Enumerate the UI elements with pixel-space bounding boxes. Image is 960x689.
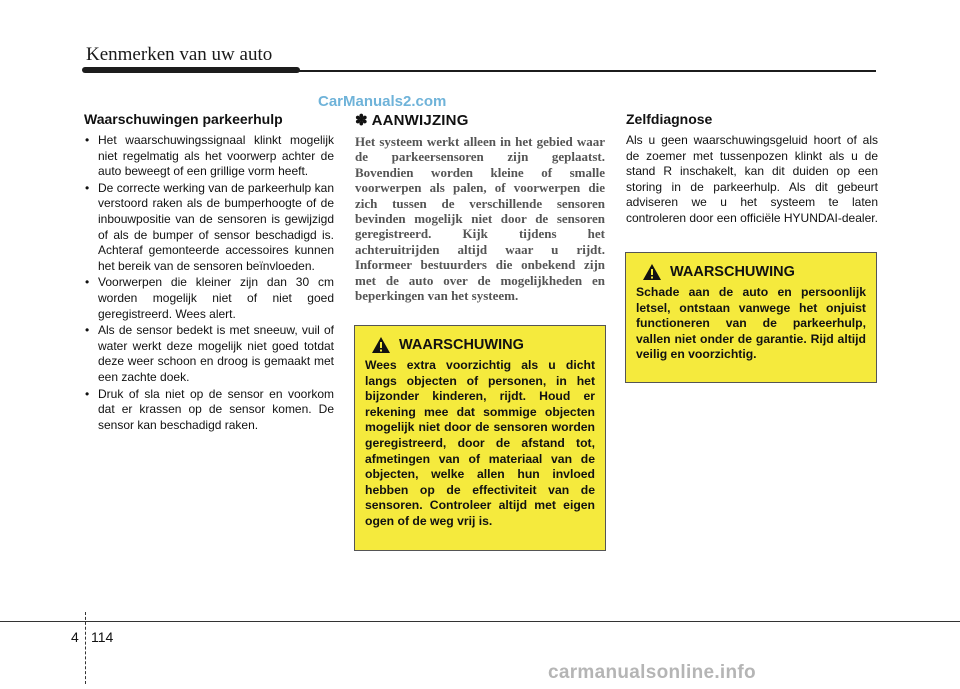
warning-title: WAARSCHUWING xyxy=(399,337,524,353)
warning-title: WAARSCHUWING xyxy=(670,264,795,280)
footer-rule xyxy=(0,621,960,622)
warning-title-row xyxy=(371,336,595,354)
list-item: • Druk of sla niet op de sensor en voorkom dat er krassen op de sensor komen. De sensor kan beschadigd raken. xyxy=(84,387,334,434)
self-diagnosis-text: Als u geen waarschuwingsgeluid hoort of als de zoemer met tussenpozen klinkt als u de stand R inschakelt, kan dit duiden op een storing in de parkeerhulp. Als dit gebeurt adviseren we u het systeem te laten controleren door een officiële HYUNDAI-dealer. xyxy=(626,133,878,225)
warning-text: Wees extra voorzichtig als u dicht langs objecten of personen, in het bijzonder kinderen, rijdt. Houd er rekening mee dat sommige objecten mogelijk niet door de sensoren worden geregistreerd, door de afstand tot, afmetingen van of materiaal van de objecten, welke allen hun invloed hebben op de effectiviteit van de sensoren. Controleer altijd met eigen ogen of de weg vrij is. xyxy=(365,358,595,528)
warning-text: Schade aan de auto en persoonlijk letsel, ontstaan vanwege het onjuist functioneren van de parkeerhulp, vallen niet onder de garantie. Rijd altijd veilig en voorzichtig. xyxy=(636,285,866,362)
list-item: • Voorwerpen die kleiner zijn dan 30 cm worden mogelijk niet of niet goed geregistreerd. Wees alert. xyxy=(84,275,334,322)
note-heading: ✽ AANWIJZING xyxy=(355,112,469,129)
page-header-title: Kenmerken van uw auto xyxy=(86,44,273,65)
page-number: 114 xyxy=(91,629,114,645)
header-rule-thick xyxy=(82,67,300,73)
watermark-link-top[interactable]: CarManuals2.com xyxy=(318,93,447,110)
list-item: • De correcte werking van de parkeerhulp kan verstoord raken als de bumperhoogte of de inbouwpositie van de sensoren is gewijzigd of als de bumper of sensor beschadigd is. Achteraf gemonteerde accessoires kunnen het bereik van de sensoren beïnvloeden. xyxy=(84,181,334,275)
section-heading-self-diagnosis: Zelfdiagnose xyxy=(626,111,713,127)
warning-box-parking xyxy=(354,325,606,551)
warning-title-row xyxy=(642,263,866,281)
column-parking-warnings xyxy=(84,111,334,434)
warning-triangle-icon xyxy=(371,336,391,354)
warning-triangle-icon xyxy=(642,263,662,281)
note-body: Het systeem werkt alleen in het gebied waar de parkeersensoren zijn geplaatst. Bovendien worden kleine of smalle voorwerpen als palen, of voorwerpen die zich tussen de verschillende sensoren bevinden mogelijk niet door de sensoren geregistreerd. Kijk tijdens het achteruitrijden altijd waar u rijdt. Informeer bestuurders die onbekend zijn met de auto over de mogelijkheden en beperkingen van het systeem. xyxy=(355,134,605,304)
section-heading-parking-warnings: Waarschuwingen parkeerhulp xyxy=(84,111,283,127)
column-note xyxy=(355,111,605,303)
footer-divider xyxy=(85,612,86,684)
list-item: • Als de sensor bedekt is met sneeuw, vuil of water werkt deze mogelijk niet goed totdat deze weer schoon en droog is gemaakt met een zachte doek. xyxy=(84,323,334,385)
watermark-link-bottom[interactable]: carmanualsonline.info xyxy=(548,662,756,683)
header-rule-thin xyxy=(296,70,876,72)
bullet-list xyxy=(84,133,334,433)
list-item: • Het waarschuwingssignaal klinkt mogelijk niet regelmatig als het voorwerp achter de auto beweegt of een grillige vorm heeft. xyxy=(84,133,334,180)
column-self-diagnosis xyxy=(626,111,878,227)
chapter-number: 4 xyxy=(71,629,79,645)
warning-box-damage xyxy=(625,252,877,383)
